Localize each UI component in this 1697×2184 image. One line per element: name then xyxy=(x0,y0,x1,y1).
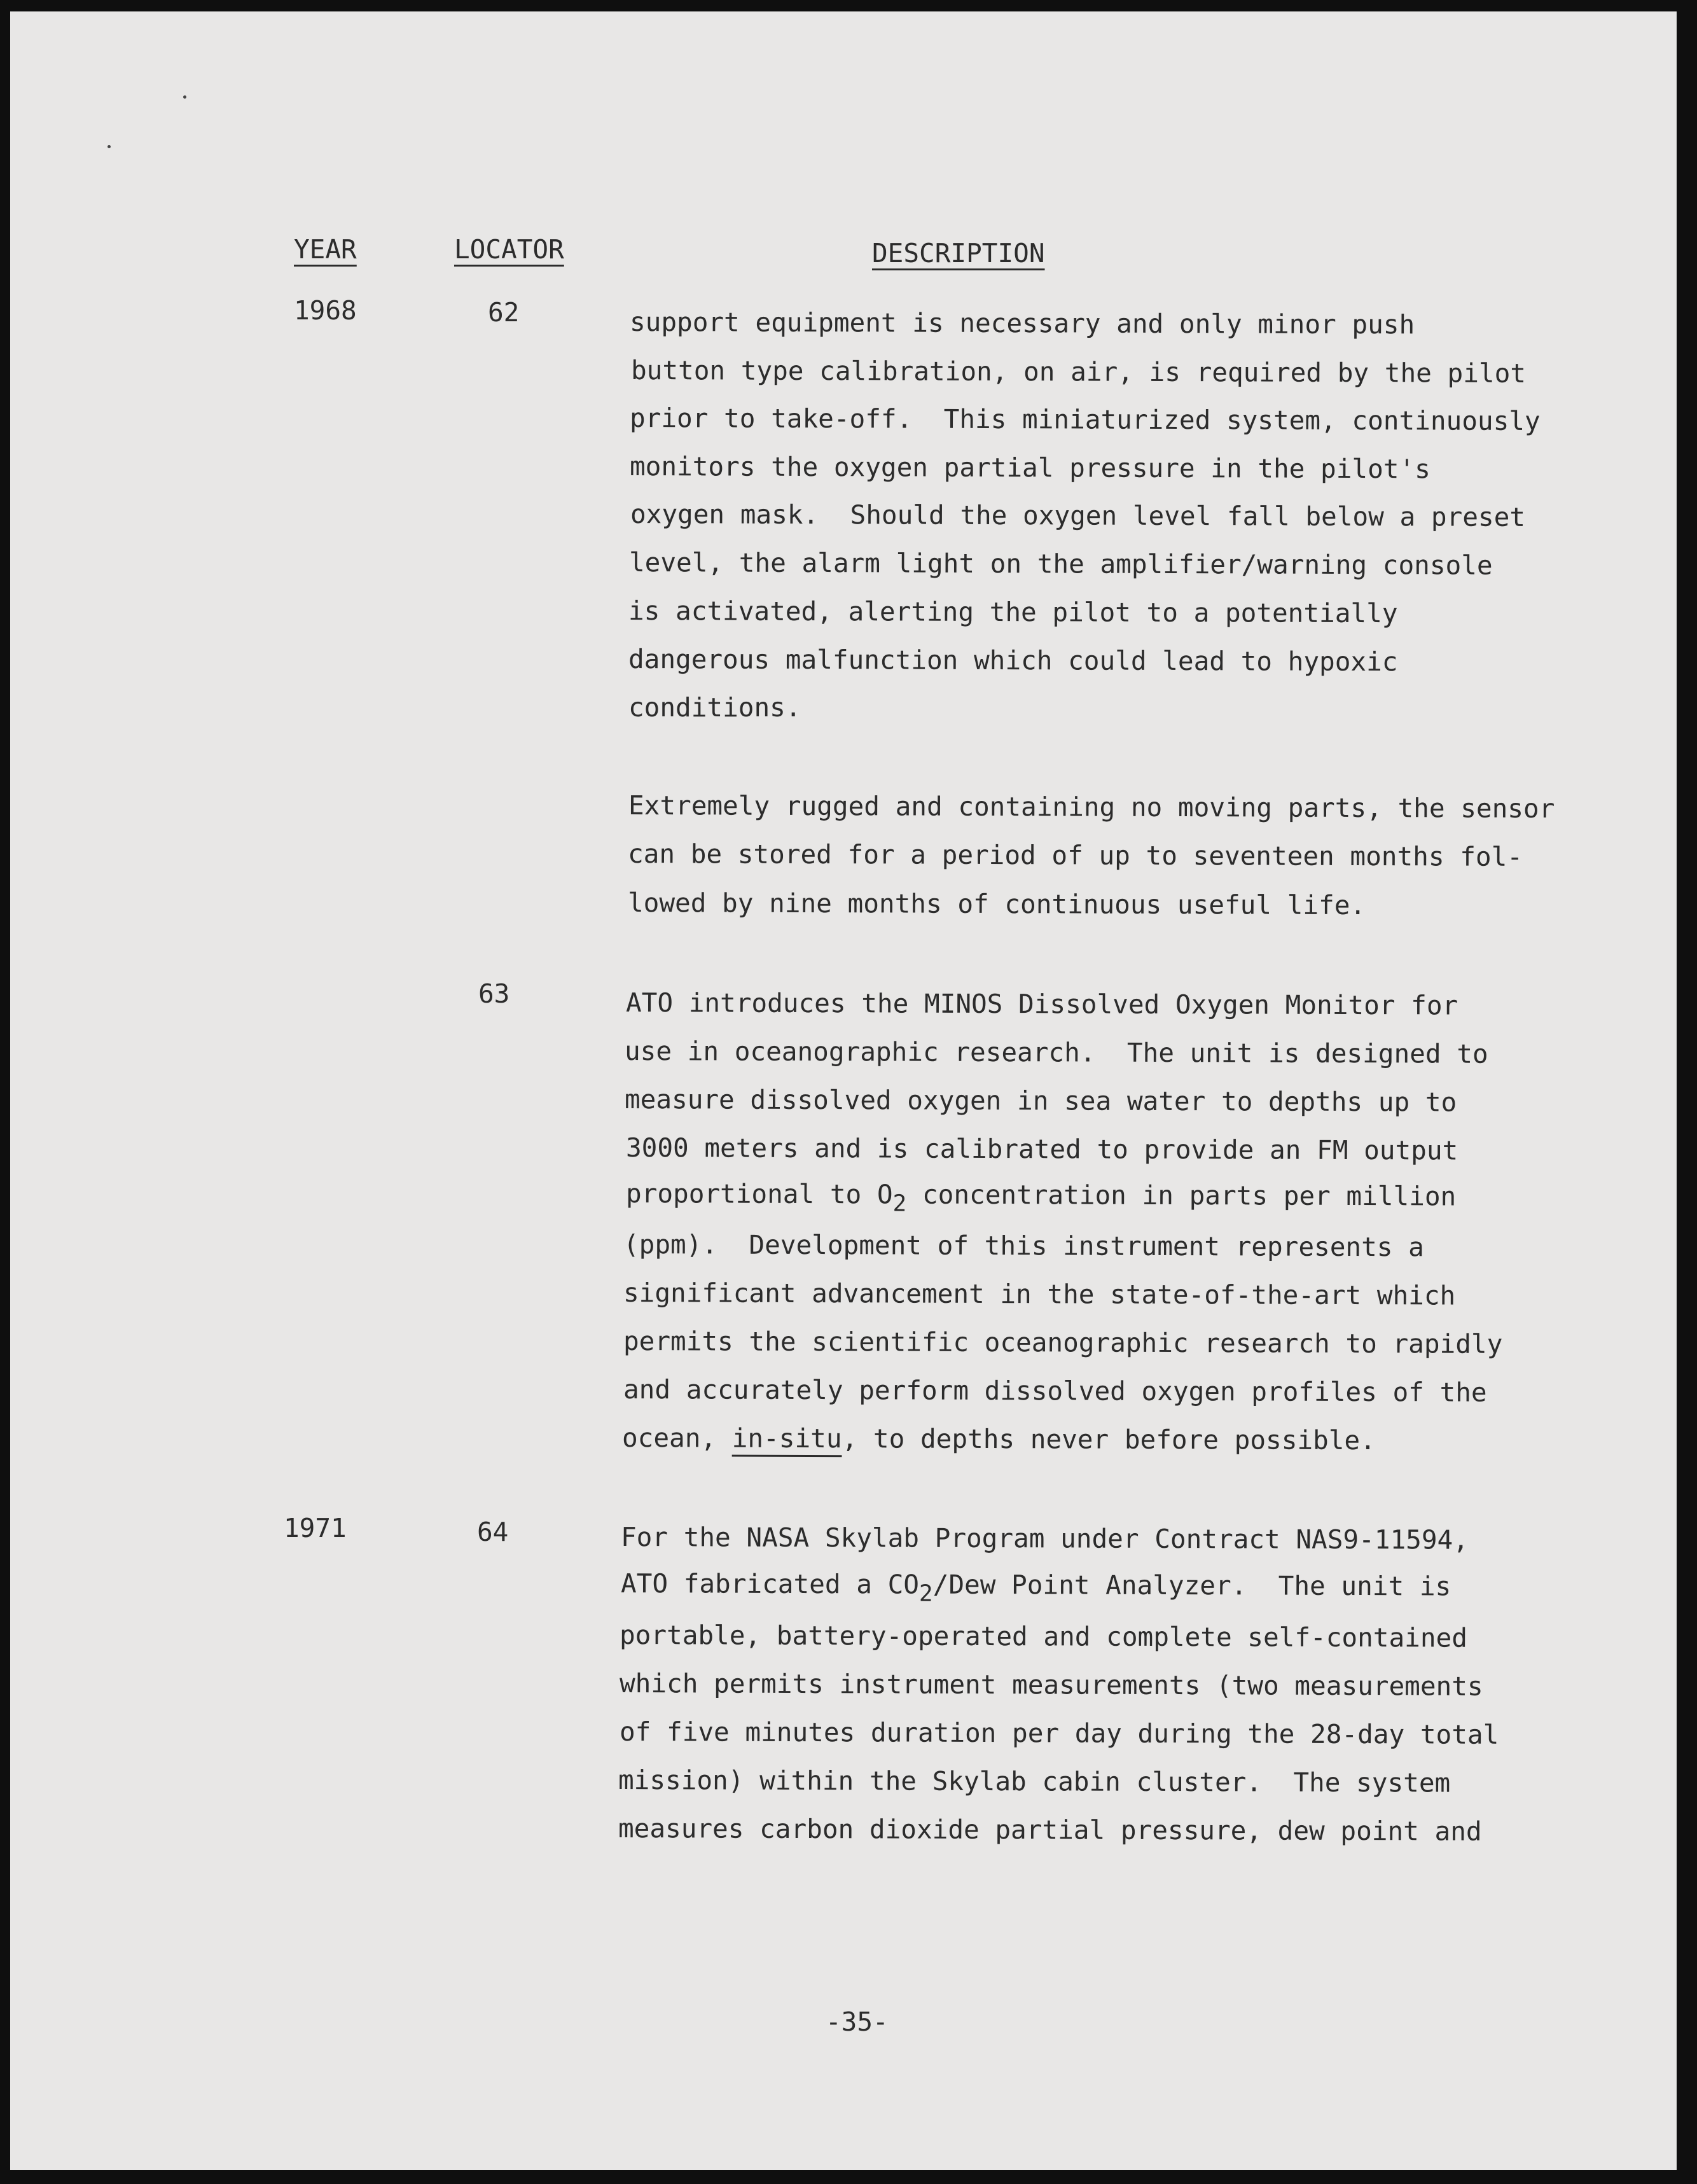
description-line: is activated, alerting the pilot to a potentially xyxy=(628,595,1398,629)
entry-year: 1971 xyxy=(284,1513,347,1543)
description-line: significant advancement in the state-of-the-art which xyxy=(623,1277,1456,1311)
description-line: (ppm). Development of this instrument represents a xyxy=(623,1229,1424,1263)
page-number: -35- xyxy=(826,2007,889,2037)
description-line: prior to take-off. This miniaturized system, continuously xyxy=(629,403,1541,436)
description-line: and accurately perform dissolved oxygen profiles of the xyxy=(623,1374,1487,1408)
description-line xyxy=(625,1178,1457,1217)
description-line: portable, battery-operated and complete self-contained xyxy=(619,1620,1468,1653)
description-line: level, the alarm light on the amplifier/warning console xyxy=(628,547,1493,581)
description-line: can be stored for a period of up to seventeen months fol- xyxy=(627,838,1523,872)
description-line xyxy=(620,1568,1451,1607)
entry-year: 1968 xyxy=(294,295,357,326)
entry-locator: 62 xyxy=(488,297,520,328)
text-segment: , to depths never before possible. xyxy=(842,1423,1376,1456)
description-line xyxy=(621,1422,1376,1456)
description-line: lowed by nine months of continuous useful life. xyxy=(627,887,1366,921)
description-line: Extremely rugged and containing no moving parts, the sensor xyxy=(628,790,1555,824)
entry-locator: 64 xyxy=(477,1517,509,1547)
description-line: mission) within the Skylab cabin cluster. The system xyxy=(618,1765,1451,1798)
description-line: use in oceanographic research. The unit is designed to xyxy=(624,1036,1488,1069)
description-line: conditions. xyxy=(628,692,801,723)
header-year: YEAR xyxy=(294,234,357,265)
text-segment: ocean, xyxy=(621,1422,732,1454)
text-segment: ATO fabricated a CO xyxy=(620,1568,920,1600)
description-line: measure dissolved oxygen in sea water to depths up to xyxy=(624,1084,1457,1118)
description-line: oxygen mask. Should the oxygen level fall below a preset xyxy=(630,499,1526,532)
text-segment: concentration in parts per million xyxy=(906,1179,1457,1212)
description-line: permits the scientific oceanographic research to rapidly xyxy=(623,1326,1503,1360)
description-line: of five minutes duration per day during the 28-day total xyxy=(619,1716,1499,1750)
description-line: monitors the oxygen partial pressure in the pilot's xyxy=(629,451,1430,485)
description-line: which permits instrument measurements (two measurements xyxy=(619,1668,1483,1702)
description-line: ATO introduces the MINOS Dissolved Oxygen Monitor for xyxy=(625,987,1458,1021)
scan-speck xyxy=(107,145,111,148)
description-line: button type calibration, on air, is required by the pilot xyxy=(630,355,1527,389)
description-line: dangerous malfunction which could lead to hypoxic xyxy=(628,644,1398,678)
description-line: For the NASA Skylab Program under Contract NAS9-11594, xyxy=(620,1522,1469,1555)
description-line: 3000 meters and is calibrated to provide an FM output xyxy=(625,1132,1458,1166)
header-locator: LOCATOR xyxy=(454,234,564,265)
description-line: measures carbon dioxide partial pressure, dew point and xyxy=(618,1813,1482,1847)
subscript: 2 xyxy=(892,1190,907,1217)
header-description: DESCRIPTION xyxy=(872,238,1045,268)
scan-speck xyxy=(183,95,186,99)
text-segment: proportional to O xyxy=(625,1178,893,1210)
underlined-term: in-situ xyxy=(731,1422,842,1454)
entry-locator: 63 xyxy=(478,978,510,1009)
subscript: 2 xyxy=(918,1580,933,1607)
text-segment: /Dew Point Analyzer. The unit is xyxy=(932,1569,1451,1602)
description-line: support equipment is necessary and only minor push xyxy=(629,307,1415,340)
